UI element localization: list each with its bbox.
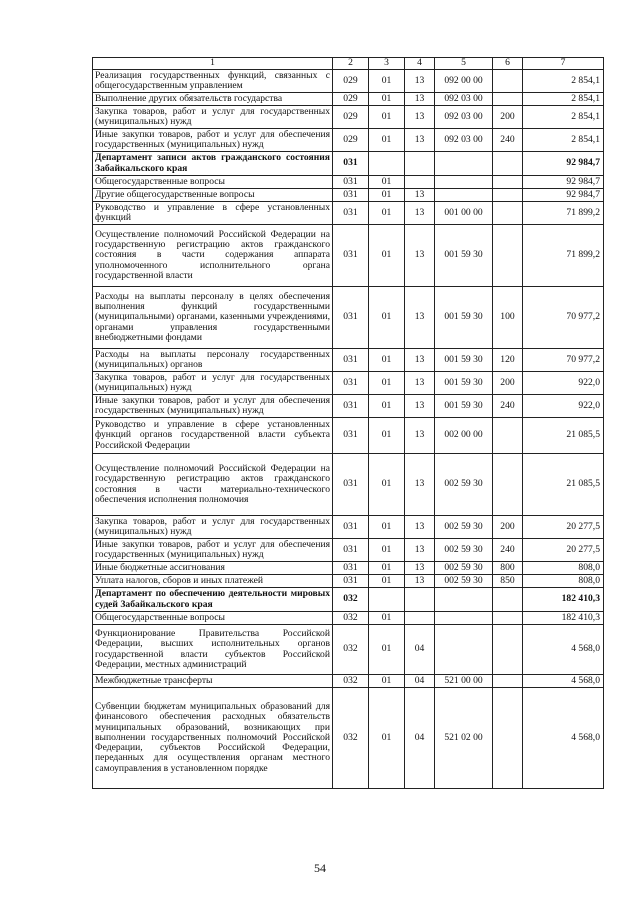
cell-subsection-code: 13 — [405, 189, 435, 202]
table-row — [93, 562, 604, 575]
cell-subsection-code — [405, 176, 435, 189]
cell-subsection-code — [405, 612, 435, 625]
cell-amount: 92 984,7 — [523, 152, 604, 176]
cell-target-article — [435, 588, 493, 612]
cell-amount: 70 977,2 — [523, 287, 604, 349]
cell-target-article: 001 59 30 — [435, 349, 493, 372]
cell-expense-type — [493, 152, 523, 176]
table-row — [93, 539, 604, 562]
cell-amount: 20 277,5 — [523, 516, 604, 539]
budget-table — [92, 57, 604, 789]
cell-description: Межбюджетные трансферты — [93, 675, 333, 688]
table-row — [93, 349, 604, 372]
cell-section-code: 01 — [369, 625, 405, 675]
page-number: 54 — [314, 861, 326, 875]
cell-ministry-code: 031 — [333, 152, 369, 176]
table-row — [93, 93, 604, 106]
table-row — [93, 625, 604, 675]
cell-subsection-code: 13 — [405, 225, 435, 287]
cell-section-code: 01 — [369, 225, 405, 287]
cell-amount: 808,0 — [523, 562, 604, 575]
cell-expense-type: 100 — [493, 287, 523, 349]
cell-section-code — [369, 588, 405, 612]
cell-amount: 808,0 — [523, 575, 604, 588]
cell-expense-type: 120 — [493, 349, 523, 372]
cell-description: Общегосударственные вопросы — [93, 176, 333, 189]
cell-expense-type: 240 — [493, 395, 523, 418]
cell-description: Руководство и управление в сфере установленных функций — [93, 202, 333, 225]
cell-target-article — [435, 625, 493, 675]
table-row — [93, 418, 604, 454]
cell-section-code: 01 — [369, 176, 405, 189]
header-col-2: 2 — [333, 58, 369, 70]
cell-section-code: 01 — [369, 202, 405, 225]
cell-ministry-code: 031 — [333, 189, 369, 202]
cell-subsection-code: 04 — [405, 688, 435, 789]
cell-subsection-code: 13 — [405, 129, 435, 152]
cell-description: Департамент по обеспечению деятельности мировых судей Забайкальского края — [93, 588, 333, 612]
table-row — [93, 225, 604, 287]
cell-ministry-code: 032 — [333, 612, 369, 625]
cell-subsection-code: 04 — [405, 625, 435, 675]
cell-expense-type — [493, 588, 523, 612]
cell-subsection-code: 13 — [405, 395, 435, 418]
cell-subsection-code: 13 — [405, 70, 435, 93]
cell-expense-type — [493, 189, 523, 202]
table-row — [93, 189, 604, 202]
cell-expense-type — [493, 225, 523, 287]
table-row — [93, 176, 604, 189]
cell-ministry-code: 032 — [333, 625, 369, 675]
cell-amount: 92 984,7 — [523, 189, 604, 202]
cell-section-code: 01 — [369, 675, 405, 688]
cell-amount: 4 568,0 — [523, 625, 604, 675]
cell-description: Субвенции бюджетам муниципальных образований для финансового обеспечения расходных обязательств муниципальных образований, возникающих при выполнении государственных полномочий Российской Федерации, субъектов Российской Федерации, переданных для осуществления органам местного самоуправления в установленном порядке — [93, 688, 333, 789]
cell-target-article: 521 02 00 — [435, 688, 493, 789]
table-row — [93, 287, 604, 349]
cell-ministry-code: 031 — [333, 349, 369, 372]
cell-expense-type — [493, 418, 523, 454]
cell-amount: 4 568,0 — [523, 675, 604, 688]
cell-subsection-code: 04 — [405, 675, 435, 688]
cell-description: Расходы на выплаты персоналу государственных (муниципальных) органов — [93, 349, 333, 372]
table-row — [93, 612, 604, 625]
cell-description: Функционирование Правительства Российской Федерации, высших исполнительных органов государственной власти субъектов Российской Федерации, местных администраций — [93, 625, 333, 675]
cell-ministry-code: 031 — [333, 539, 369, 562]
cell-ministry-code: 031 — [333, 395, 369, 418]
cell-ministry-code: 031 — [333, 225, 369, 287]
header-col-6: 6 — [493, 58, 523, 70]
cell-subsection-code — [405, 152, 435, 176]
cell-section-code: 01 — [369, 349, 405, 372]
table-row — [93, 588, 604, 612]
cell-amount: 20 277,5 — [523, 539, 604, 562]
cell-description: Иные закупки товаров, работ и услуг для обеспечения государственных (муниципальных) нужд — [93, 395, 333, 418]
cell-description: Реализация государственных функций, связанных с общегосударственным управлением — [93, 70, 333, 93]
cell-section-code: 01 — [369, 395, 405, 418]
cell-target-article: 001 59 30 — [435, 225, 493, 287]
cell-target-article: 092 03 00 — [435, 93, 493, 106]
table-row — [93, 688, 604, 789]
cell-amount: 21 085,5 — [523, 418, 604, 454]
cell-subsection-code: 13 — [405, 106, 435, 129]
cell-expense-type: 200 — [493, 106, 523, 129]
cell-expense-type: 200 — [493, 372, 523, 395]
cell-subsection-code: 13 — [405, 454, 435, 516]
cell-section-code: 01 — [369, 539, 405, 562]
cell-section-code: 01 — [369, 418, 405, 454]
table-header — [93, 58, 604, 70]
cell-expense-type — [493, 176, 523, 189]
cell-section-code: 01 — [369, 688, 405, 789]
cell-amount: 2 854,1 — [523, 106, 604, 129]
cell-target-article: 521 00 00 — [435, 675, 493, 688]
cell-description: Департамент записи актов гражданского состояния Забайкальского края — [93, 152, 333, 176]
cell-amount: 182 410,3 — [523, 612, 604, 625]
table-row — [93, 152, 604, 176]
cell-section-code: 01 — [369, 93, 405, 106]
cell-section-code — [369, 152, 405, 176]
cell-target-article — [435, 176, 493, 189]
cell-ministry-code: 031 — [333, 562, 369, 575]
cell-subsection-code: 13 — [405, 575, 435, 588]
cell-target-article: 092 03 00 — [435, 106, 493, 129]
cell-amount: 182 410,3 — [523, 588, 604, 612]
cell-ministry-code: 031 — [333, 287, 369, 349]
cell-target-article — [435, 152, 493, 176]
cell-description: Иные бюджетные ассигнования — [93, 562, 333, 575]
cell-expense-type — [493, 454, 523, 516]
cell-description: Уплата налогов, сборов и иных платежей — [93, 575, 333, 588]
table-row — [93, 372, 604, 395]
cell-amount: 92 984,7 — [523, 176, 604, 189]
cell-description: Выполнение других обязательств государства — [93, 93, 333, 106]
cell-subsection-code: 13 — [405, 202, 435, 225]
cell-expense-type — [493, 688, 523, 789]
cell-description: Расходы на выплаты персоналу в целях обеспечения выполнения функций государственными (муниципальными) органами, казенными учреждениями, органами управления государственными внебюджетными фондами — [93, 287, 333, 349]
cell-subsection-code: 13 — [405, 418, 435, 454]
cell-target-article: 002 59 30 — [435, 454, 493, 516]
cell-ministry-code: 031 — [333, 454, 369, 516]
cell-amount: 71 899,2 — [523, 202, 604, 225]
cell-section-code: 01 — [369, 106, 405, 129]
cell-section-code: 01 — [369, 516, 405, 539]
cell-description: Закупка товаров, работ и услуг для государственных (муниципальных) нужд — [93, 106, 333, 129]
cell-expense-type: 240 — [493, 129, 523, 152]
cell-ministry-code: 032 — [333, 675, 369, 688]
cell-amount: 70 977,2 — [523, 349, 604, 372]
table-row — [93, 575, 604, 588]
table-body — [93, 70, 604, 789]
header-col-3: 3 — [369, 58, 405, 70]
table-row — [93, 202, 604, 225]
cell-ministry-code: 031 — [333, 418, 369, 454]
cell-amount: 4 568,0 — [523, 688, 604, 789]
cell-amount: 2 854,1 — [523, 70, 604, 93]
cell-target-article: 002 59 30 — [435, 539, 493, 562]
cell-target-article: 001 00 00 — [435, 202, 493, 225]
cell-target-article: 001 59 30 — [435, 395, 493, 418]
cell-target-article: 001 59 30 — [435, 287, 493, 349]
cell-section-code: 01 — [369, 189, 405, 202]
cell-subsection-code — [405, 588, 435, 612]
cell-ministry-code: 031 — [333, 202, 369, 225]
cell-target-article — [435, 612, 493, 625]
table-row — [93, 516, 604, 539]
cell-amount: 21 085,5 — [523, 454, 604, 516]
cell-expense-type — [493, 675, 523, 688]
cell-section-code: 01 — [369, 562, 405, 575]
cell-section-code: 01 — [369, 612, 405, 625]
cell-ministry-code: 029 — [333, 106, 369, 129]
cell-amount: 922,0 — [523, 372, 604, 395]
cell-section-code: 01 — [369, 70, 405, 93]
cell-expense-type — [493, 625, 523, 675]
cell-ministry-code: 031 — [333, 176, 369, 189]
cell-subsection-code: 13 — [405, 562, 435, 575]
cell-ministry-code: 031 — [333, 372, 369, 395]
header-row — [93, 58, 604, 70]
cell-description: Общегосударственные вопросы — [93, 612, 333, 625]
cell-description: Осуществление полномочий Российской Федерации на государственную регистрацию актов гражданского состояния в части содержания аппарата уполномоченного исполнительного органа государственной власти — [93, 225, 333, 287]
cell-section-code: 01 — [369, 454, 405, 516]
cell-description: Иные закупки товаров, работ и услуг для обеспечения государственных (муниципальных) нужд — [93, 539, 333, 562]
cell-amount: 71 899,2 — [523, 225, 604, 287]
cell-expense-type — [493, 612, 523, 625]
cell-subsection-code: 13 — [405, 539, 435, 562]
table-row — [93, 70, 604, 93]
cell-ministry-code: 029 — [333, 93, 369, 106]
cell-description: Руководство и управление в сфере установленных функций органов государственной власти субъекта Российской Федерации — [93, 418, 333, 454]
cell-description: Закупка товаров, работ и услуг для государственных (муниципальных) нужд — [93, 516, 333, 539]
cell-amount: 2 854,1 — [523, 93, 604, 106]
cell-ministry-code: 029 — [333, 70, 369, 93]
cell-expense-type — [493, 202, 523, 225]
table-row — [93, 675, 604, 688]
cell-description: Другие общегосударственные вопросы — [93, 189, 333, 202]
cell-target-article: 002 00 00 — [435, 418, 493, 454]
table-row — [93, 395, 604, 418]
cell-expense-type: 850 — [493, 575, 523, 588]
cell-subsection-code: 13 — [405, 287, 435, 349]
cell-subsection-code: 13 — [405, 349, 435, 372]
table-row — [93, 454, 604, 516]
cell-ministry-code: 029 — [333, 129, 369, 152]
cell-subsection-code: 13 — [405, 516, 435, 539]
cell-ministry-code: 031 — [333, 516, 369, 539]
cell-ministry-code: 032 — [333, 688, 369, 789]
header-col-4: 4 — [405, 58, 435, 70]
cell-target-article — [435, 189, 493, 202]
cell-subsection-code: 13 — [405, 372, 435, 395]
cell-amount: 2 854,1 — [523, 129, 604, 152]
header-col-7: 7 — [523, 58, 604, 70]
cell-expense-type: 240 — [493, 539, 523, 562]
cell-target-article: 002 59 30 — [435, 516, 493, 539]
cell-target-article: 092 00 00 — [435, 70, 493, 93]
cell-description: Закупка товаров, работ и услуг для государственных (муниципальных) нужд — [93, 372, 333, 395]
cell-subsection-code: 13 — [405, 93, 435, 106]
cell-section-code: 01 — [369, 129, 405, 152]
header-col-5: 5 — [435, 58, 493, 70]
cell-target-article: 092 03 00 — [435, 129, 493, 152]
cell-expense-type: 200 — [493, 516, 523, 539]
table-row — [93, 106, 604, 129]
cell-ministry-code: 032 — [333, 588, 369, 612]
cell-description: Иные закупки товаров, работ и услуг для обеспечения государственных (муниципальных) нужд — [93, 129, 333, 152]
cell-expense-type — [493, 70, 523, 93]
cell-amount: 922,0 — [523, 395, 604, 418]
cell-section-code: 01 — [369, 575, 405, 588]
cell-ministry-code: 031 — [333, 575, 369, 588]
cell-description: Осуществление полномочий Российской Федерации на государственную регистрацию актов гражданского состояния в части материально-технического обеспечения исполнения полномочия — [93, 454, 333, 516]
cell-section-code: 01 — [369, 372, 405, 395]
cell-section-code: 01 — [369, 287, 405, 349]
header-col-1: 1 — [93, 58, 333, 70]
cell-expense-type — [493, 93, 523, 106]
table-row — [93, 129, 604, 152]
cell-expense-type: 800 — [493, 562, 523, 575]
cell-target-article: 002 59 30 — [435, 562, 493, 575]
cell-target-article: 001 59 30 — [435, 372, 493, 395]
cell-target-article: 002 59 30 — [435, 575, 493, 588]
